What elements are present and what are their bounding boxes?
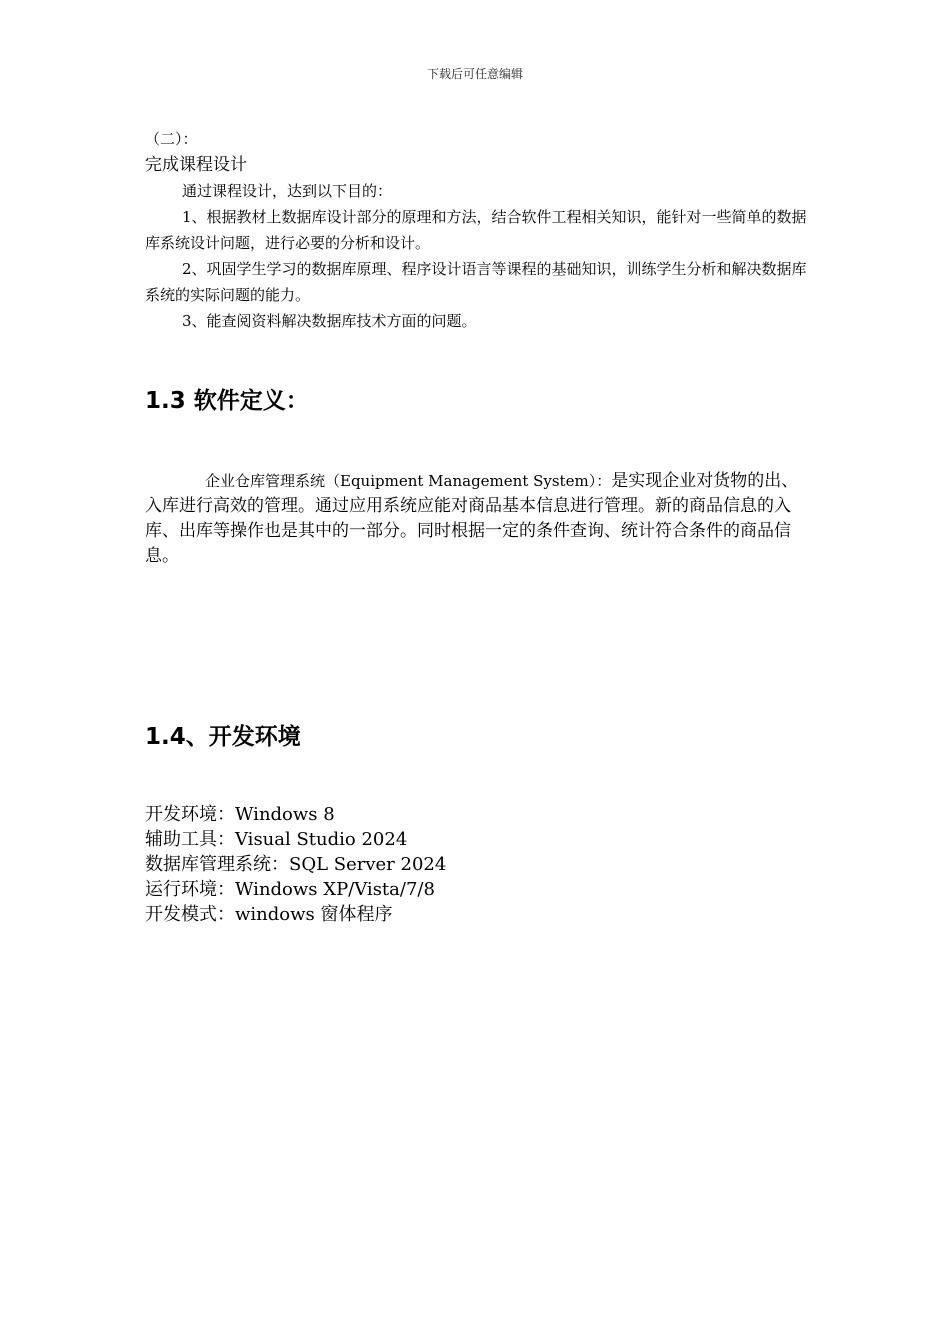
- section-label: （二）：: [145, 130, 198, 148]
- environment-list: [145, 802, 810, 927]
- env-line: 辅助工具：Visual Studio 2024: [145, 829, 408, 850]
- env-line: 开发环境：Windows 8: [145, 804, 335, 825]
- list-item: 1、根据教材上数据库设计部分的原理和方法，结合软件工程相关知识，能针对一些简单的数据库系统设计问题，进行必要的分析和设计。: [145, 208, 807, 252]
- heading-1-3: 1.3 软件定义：: [145, 388, 309, 414]
- list-item: 3、能查阅资料解决数据库技术方面的问题。: [182, 312, 477, 330]
- section-title: 完成课程设计: [145, 155, 247, 175]
- heading-1-4: 1.4、开发环境: [145, 724, 301, 750]
- env-line: 运行环境：Windows XP/Vista/7/8: [145, 879, 435, 900]
- env-line: 开发模式：windows 窗体程序: [145, 904, 393, 925]
- definition-lead: 企业仓库管理系统（Equipment Management System）：: [205, 472, 612, 490]
- list-item: 2、巩固学生学习的数据库原理、程序设计语言等课程的基础知识，训练学生分析和解决数据库系统的实际问题的能力。: [145, 260, 807, 304]
- page-header: 下载后可任意编辑: [426, 67, 523, 81]
- definition-body: 是实现企业对货物的出、入库进行高效的管理。通过应用系统应能对商品基本信息进行管理。新的商品信息的入库、出库等操作也是其中的一部分。同时根据一定的条件查询、统计符合条件的商品信息。: [145, 471, 799, 566]
- env-line: 数据库管理系统：SQL Server 2024: [145, 854, 447, 875]
- page-content: [145, 126, 810, 927]
- intro-lead: 通过课程设计，达到以下目的：: [182, 182, 393, 200]
- definition-paragraph: [145, 469, 810, 569]
